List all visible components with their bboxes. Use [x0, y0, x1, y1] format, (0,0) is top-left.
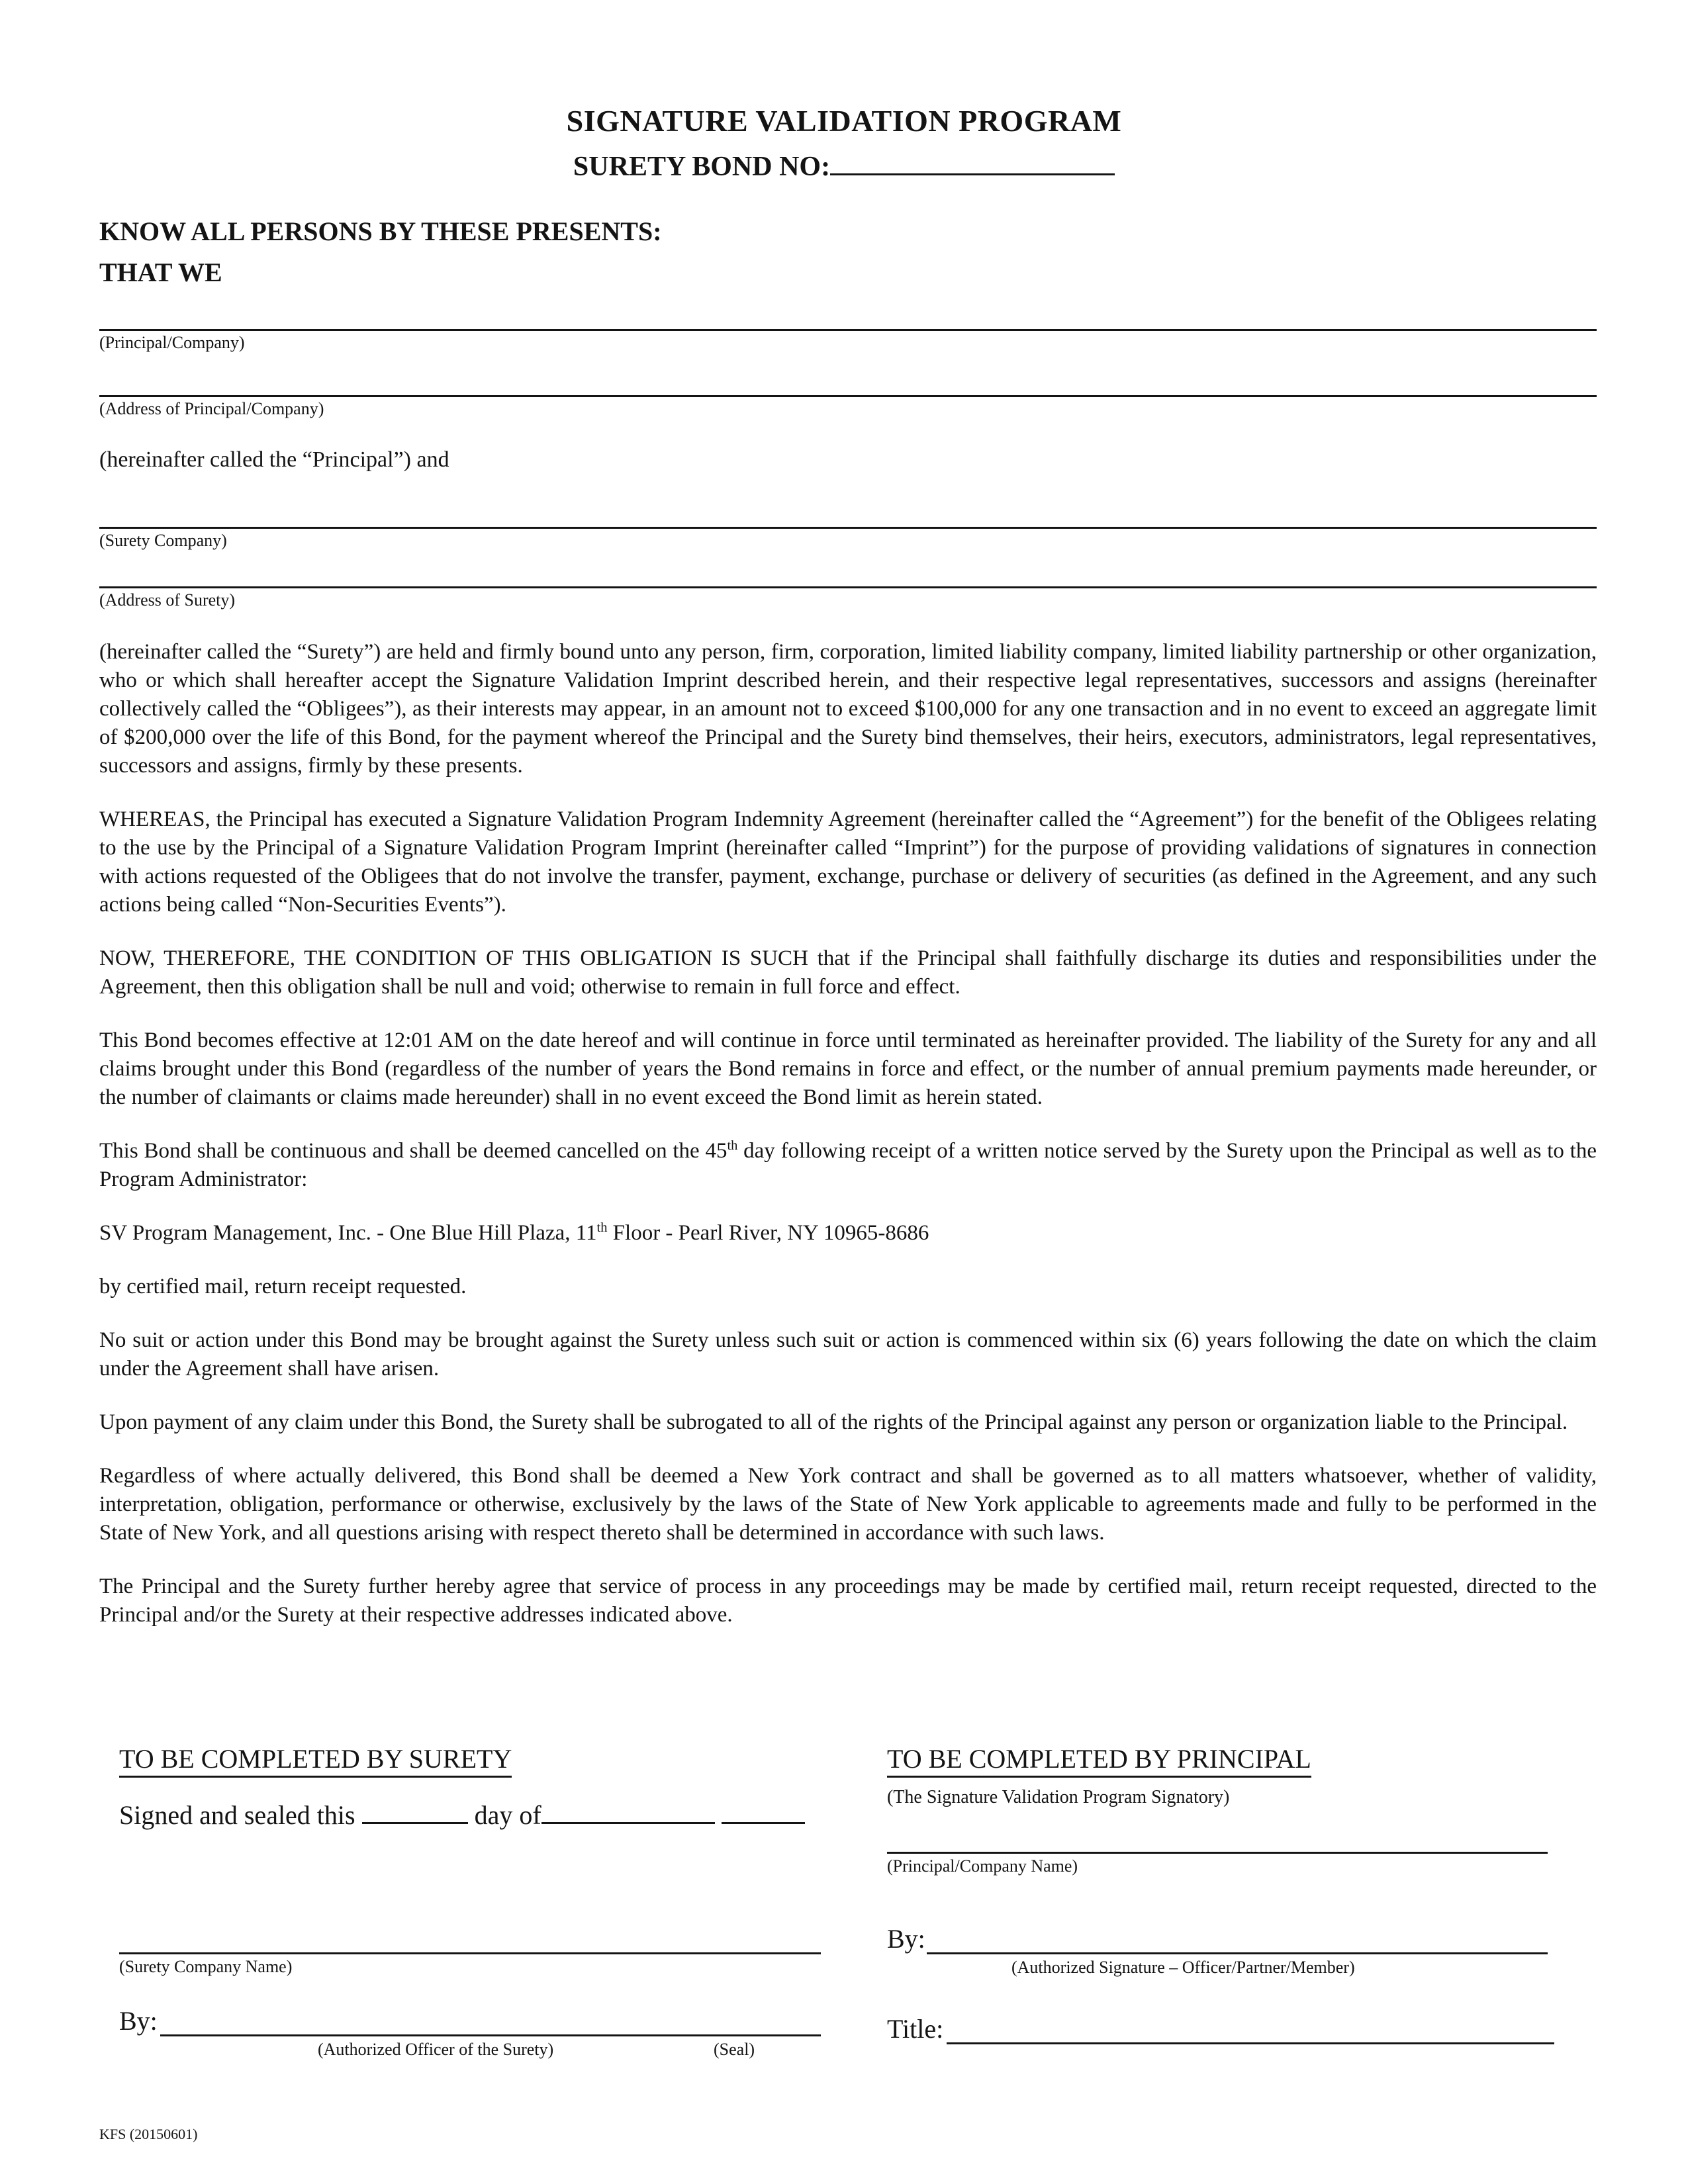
that-we-heading: THAT WE [99, 257, 222, 287]
principal-company-name-field[interactable] [887, 1852, 1548, 1854]
title-label: Title: [887, 2014, 944, 2044]
surety-address-field[interactable] [99, 586, 1597, 588]
principal-signature-field[interactable] [927, 1952, 1548, 1954]
know-all-heading: KNOW ALL PERSONS BY THESE PRESENTS: [99, 216, 662, 246]
surety-company-label: (Surety Company) [99, 531, 227, 550]
bond-body [99, 638, 1597, 1655]
authorized-officer-label: (Authorized Officer of the Surety) [318, 2040, 554, 2059]
surety-company-name-field[interactable] [119, 1952, 821, 1954]
day-field[interactable] [362, 1798, 468, 1824]
paragraph-administrator-address: SV Program Management, Inc. - One Blue Hill Plaza, 11th Floor - Pearl River, NY 10965-8686 [99, 1220, 929, 1245]
principal-by-label: By: [887, 1924, 925, 1954]
paragraph-cancellation: This Bond shall be continuous and shall be deemed cancelled on the 45th day following receipt of a written notice served by the Surety upon the Principal as well as to the Program Administrator: [99, 1138, 1597, 1191]
hereinafter-principal-text: (hereinafter called the “Principal”) and [99, 447, 449, 472]
authorized-signature-label: (Authorized Signature – Officer/Partner/Member) [1011, 1958, 1355, 1977]
principal-company-label: (Principal/Company) [99, 333, 245, 352]
form-code: KFS (20150601) [99, 2126, 198, 2142]
surety-address-label: (Address of Surety) [99, 590, 236, 610]
principal-address-field[interactable] [99, 395, 1597, 397]
paragraph-whereas: WHEREAS, the Principal has executed a Signature Validation Program Indemnity Agreement (hereinafter called the “Agreement”) for the benefit of the Obligees relating to the use by the Principal of a Signature Validation Program Imprint (hereinafter called “Imprint”) for the purpose of providing validations of signatures in connection with actions requested of the Obligees that do not involve the transfer, payment, exchange, purchase or delivery of securities (as defined in the Agreement, and any such actions being called “Non-Securities Events”). [99, 807, 1597, 917]
paragraph-subrogation: Upon payment of any claim under this Bond, the Surety shall be subrogated to all of the rights of the Principal against any person or organization liable to the Principal. [99, 1410, 1568, 1434]
month-field[interactable] [541, 1798, 715, 1824]
paragraph-effective: This Bond becomes effective at 12:01 AM on the date hereof and will continue in force until terminated as hereinafter provided. The liability of the Surety for any and all claims brought under this Bond (regardless of the number of years the Bond remains in force and effect, or the number of annual premium payments made hereunder, or the number of claimants or claims made hereunder) shall in no event exceed the Bond limit as herein stated. [99, 1028, 1597, 1109]
document-title: SIGNATURE VALIDATION PROGRAM [566, 104, 1122, 138]
principal-address-label: (Address of Principal/Company) [99, 399, 324, 418]
signed-sealed-line [119, 1798, 805, 1831]
surety-section-heading: TO BE COMPLETED BY SURETY [119, 1743, 512, 1778]
paragraph-bound-unto: (hereinafter called the “Surety”) are held and firmly bound unto any person, firm, corporation, limited liability company, limited liability partnership or other organization, who or which shall hereafter accept the Signature Validation Imprint described herein, and their respective legal representatives, successors and assigns (hereinafter collectively called the “Obligees”), as their interests may appear, in an amount not to exceed $100,000 for any one transaction and in no event to exceed an aggregate limit of $200,000 over the life of this Bond, for the payment whereof the Principal and the Surety bind themselves, their heirs, executors, administrators, legal representatives, successors and assigns, firmly by these presents. [99, 640, 1597, 778]
signed-sealed-text: Signed and sealed this [119, 1800, 355, 1830]
title-field[interactable] [947, 2042, 1554, 2044]
surety-company-name-label: (Surety Company Name) [119, 1957, 293, 1976]
paragraph-condition: NOW, THEREFORE, THE CONDITION OF THIS OBLIGATION IS SUCH that if the Principal shall faithfully discharge its duties and responsibilities under the Agreement, then this obligation shall be null and void; otherwise to remain in full force and effect. [99, 946, 1597, 999]
year-field[interactable] [722, 1798, 805, 1824]
bond-number-field[interactable] [830, 148, 1115, 175]
surety-signature-field[interactable] [160, 2034, 821, 2036]
paragraph-governing-law: Regardless of where actually delivered, this Bond shall be deemed a New York contract and shall be governed as to all matters whatsoever, whether of validity, interpretation, obligation, performance or otherwise, exclusively by the laws of the State of New York applicable to agreements made and fully to be performed in the State of New York, and all questions arising with respect thereto shall be determined in accordance with such laws. [99, 1464, 1597, 1545]
principal-company-field[interactable] [99, 329, 1597, 331]
seal-label: (Seal) [714, 2040, 755, 2059]
bond-number-label: SURETY BOND NO: [573, 151, 831, 182]
principal-company-name-label: (Principal/Company Name) [887, 1856, 1078, 1876]
bond-number-line [0, 148, 1688, 183]
principal-section-heading: TO BE COMPLETED BY PRINCIPAL [887, 1743, 1311, 1778]
surety-by-label: By: [119, 2006, 158, 2036]
signatory-label: (The Signature Validation Program Signatory) [887, 1787, 1230, 1807]
paragraph-certified-mail: by certified mail, return receipt requested. [99, 1275, 467, 1298]
surety-company-field[interactable] [99, 527, 1597, 529]
paragraph-service-of-process: The Principal and the Surety further hereby agree that service of process in any proceedings may be made by certified mail, return receipt requested, directed to the Principal and/or the Surety at their respective addresses indicated above. [99, 1574, 1597, 1627]
paragraph-suit-limitation: No suit or action under this Bond may be brought against the Surety unless such suit or action is commenced within six (6) years following the date on which the claim under the Agreement shall have arisen. [99, 1328, 1597, 1381]
day-of-text: day of [474, 1800, 541, 1830]
